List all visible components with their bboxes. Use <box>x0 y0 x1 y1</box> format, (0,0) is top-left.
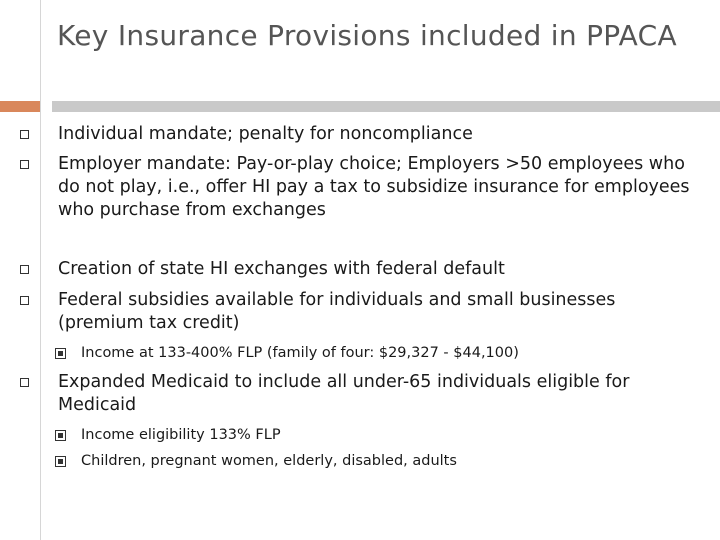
subbullet-square-icon <box>55 348 66 359</box>
bullet-square-icon <box>20 160 29 169</box>
bullet-expanded-medicaid <box>20 371 700 417</box>
bullet-square-icon <box>20 378 29 387</box>
bullet-text: Individual mandate; penalty for noncompliance <box>58 124 473 144</box>
bullet-text: Expanded Medicaid to include all under-65 individuals eligible for Medicaid <box>58 372 630 415</box>
subbullet-income-range <box>55 343 695 364</box>
bullet-text: Federal subsidies available for individuals and small businesses (premium tax credit) <box>58 290 616 333</box>
bullet-individual-mandate <box>20 123 700 146</box>
subbullet-text: Income at 133-400% FLP (family of four: $29,327 - $44,100) <box>81 345 519 361</box>
slide-title: Key Insurance Provisions included in PPACA <box>57 19 677 52</box>
bullet-state-exchanges <box>20 258 700 281</box>
bullet-federal-subsidies <box>20 289 700 335</box>
bullet-square-icon <box>20 265 29 274</box>
subbullet-square-icon <box>55 430 66 441</box>
bullet-employer-mandate <box>20 153 700 222</box>
subbullet-text: Children, pregnant women, elderly, disabled, adults <box>81 453 457 469</box>
bullet-text: Creation of state HI exchanges with federal default <box>58 259 505 279</box>
bullet-square-icon <box>20 296 29 305</box>
bullet-text: Employer mandate: Pay-or-play choice; Employers >50 employees who do not play, i.e., offer HI pay a tax to subsidize insurance for employees who purchase from exchanges <box>58 154 690 220</box>
subbullet-income-eligibility <box>55 425 695 446</box>
subbullet-eligible-groups <box>55 451 695 472</box>
bullet-square-icon <box>20 130 29 139</box>
subbullet-square-icon <box>55 456 66 467</box>
subbullet-text: Income eligibility 133% FLP <box>81 427 281 443</box>
